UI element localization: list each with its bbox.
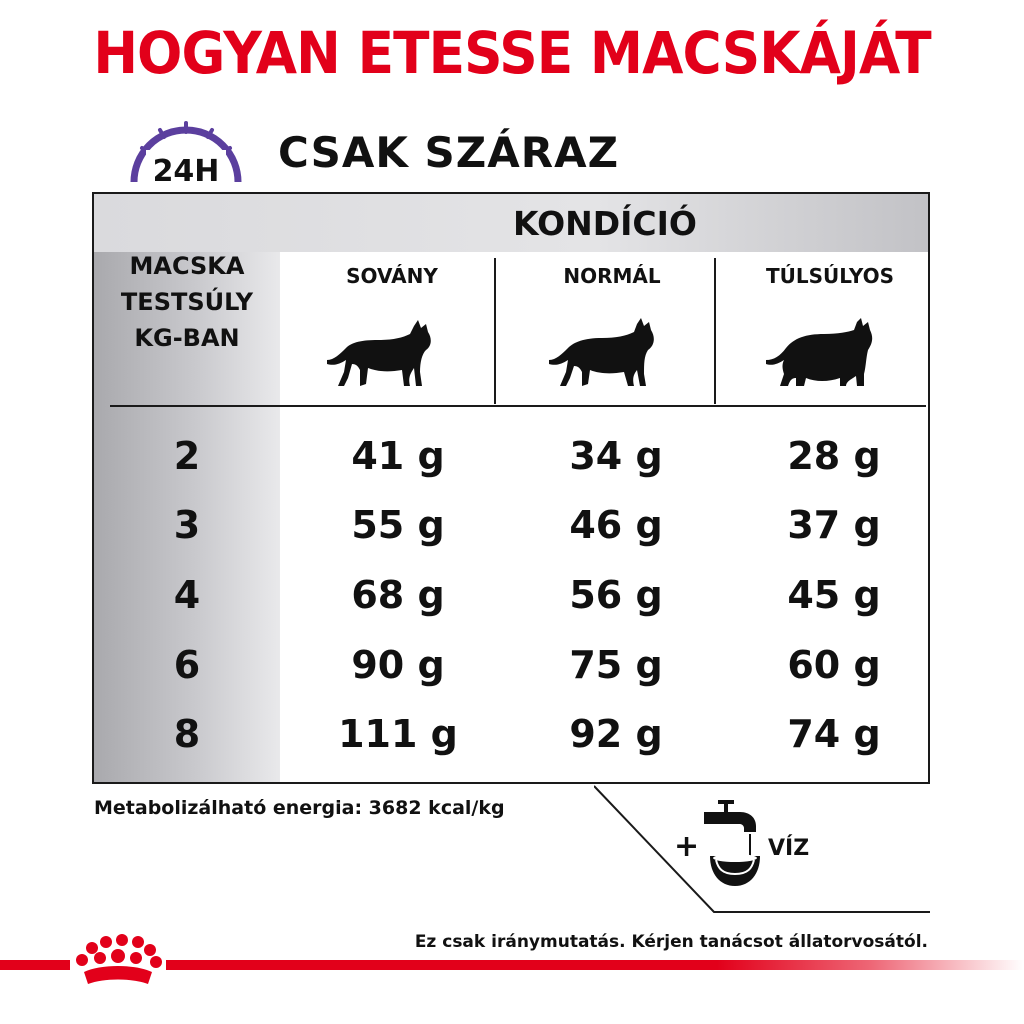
column-divider xyxy=(714,258,716,404)
weight-value: 3 xyxy=(173,503,201,547)
table-cell: 45 g xyxy=(787,573,881,617)
table-cell: 75 g xyxy=(569,643,663,687)
table-cell: 92 g xyxy=(569,712,663,756)
cat-slim-icon xyxy=(322,316,442,392)
water-faucet-bowl-icon xyxy=(700,796,764,892)
table-cell: 28 g xyxy=(787,434,881,478)
column-header-overweight: TÚLSÚLYOS xyxy=(765,264,895,288)
table-cell: 56 g xyxy=(569,573,663,617)
table-cell: 90 g xyxy=(351,643,445,687)
disclaimer: Ez csak iránymutatás. Kérjen tanácsot állatorvosától. xyxy=(414,932,928,952)
royal-canin-crown-icon xyxy=(70,934,166,994)
table-cell: 60 g xyxy=(787,643,881,687)
weight-header-line: MACSKA xyxy=(129,252,245,280)
weight-value: 4 xyxy=(173,573,201,617)
table-cell: 37 g xyxy=(787,503,881,547)
feeding-table xyxy=(92,192,930,784)
plus-sign: + xyxy=(674,829,700,864)
table-cell: 41 g xyxy=(351,434,445,478)
header-divider xyxy=(110,405,926,407)
column-header-normal: NORMÁL xyxy=(563,264,661,288)
weight-value: 8 xyxy=(173,712,201,756)
table-cell: 111 g xyxy=(338,712,458,756)
clock-24h-icon xyxy=(124,112,248,196)
table-cell: 46 g xyxy=(569,503,663,547)
column-divider xyxy=(494,258,496,404)
water-label: VÍZ xyxy=(768,836,810,861)
weight-value: 6 xyxy=(173,643,201,687)
badge-label: 24H xyxy=(152,154,220,189)
section-subtitle: CSAK SZÁRAZ xyxy=(278,128,620,177)
cat-overweight-icon xyxy=(762,316,882,392)
condition-header: KONDÍCIÓ xyxy=(513,204,697,243)
column-header-slim: SOVÁNY xyxy=(346,264,438,288)
table-cell: 34 g xyxy=(569,434,663,478)
weight-value: 2 xyxy=(173,434,201,478)
weight-header-line: KG-BAN xyxy=(134,324,240,352)
weight-header-line: TESTSÚLY xyxy=(120,288,254,316)
table-cell: 68 g xyxy=(351,573,445,617)
page-title: HOGYAN ETESSE MACSKÁJÁT xyxy=(93,19,931,87)
weight-header xyxy=(94,248,280,356)
table-cell: 74 g xyxy=(787,712,881,756)
cat-normal-icon xyxy=(544,316,664,392)
table-cell: 55 g xyxy=(351,503,445,547)
energy-note: Metabolizálható energia: 3682 kcal/kg xyxy=(94,797,505,819)
